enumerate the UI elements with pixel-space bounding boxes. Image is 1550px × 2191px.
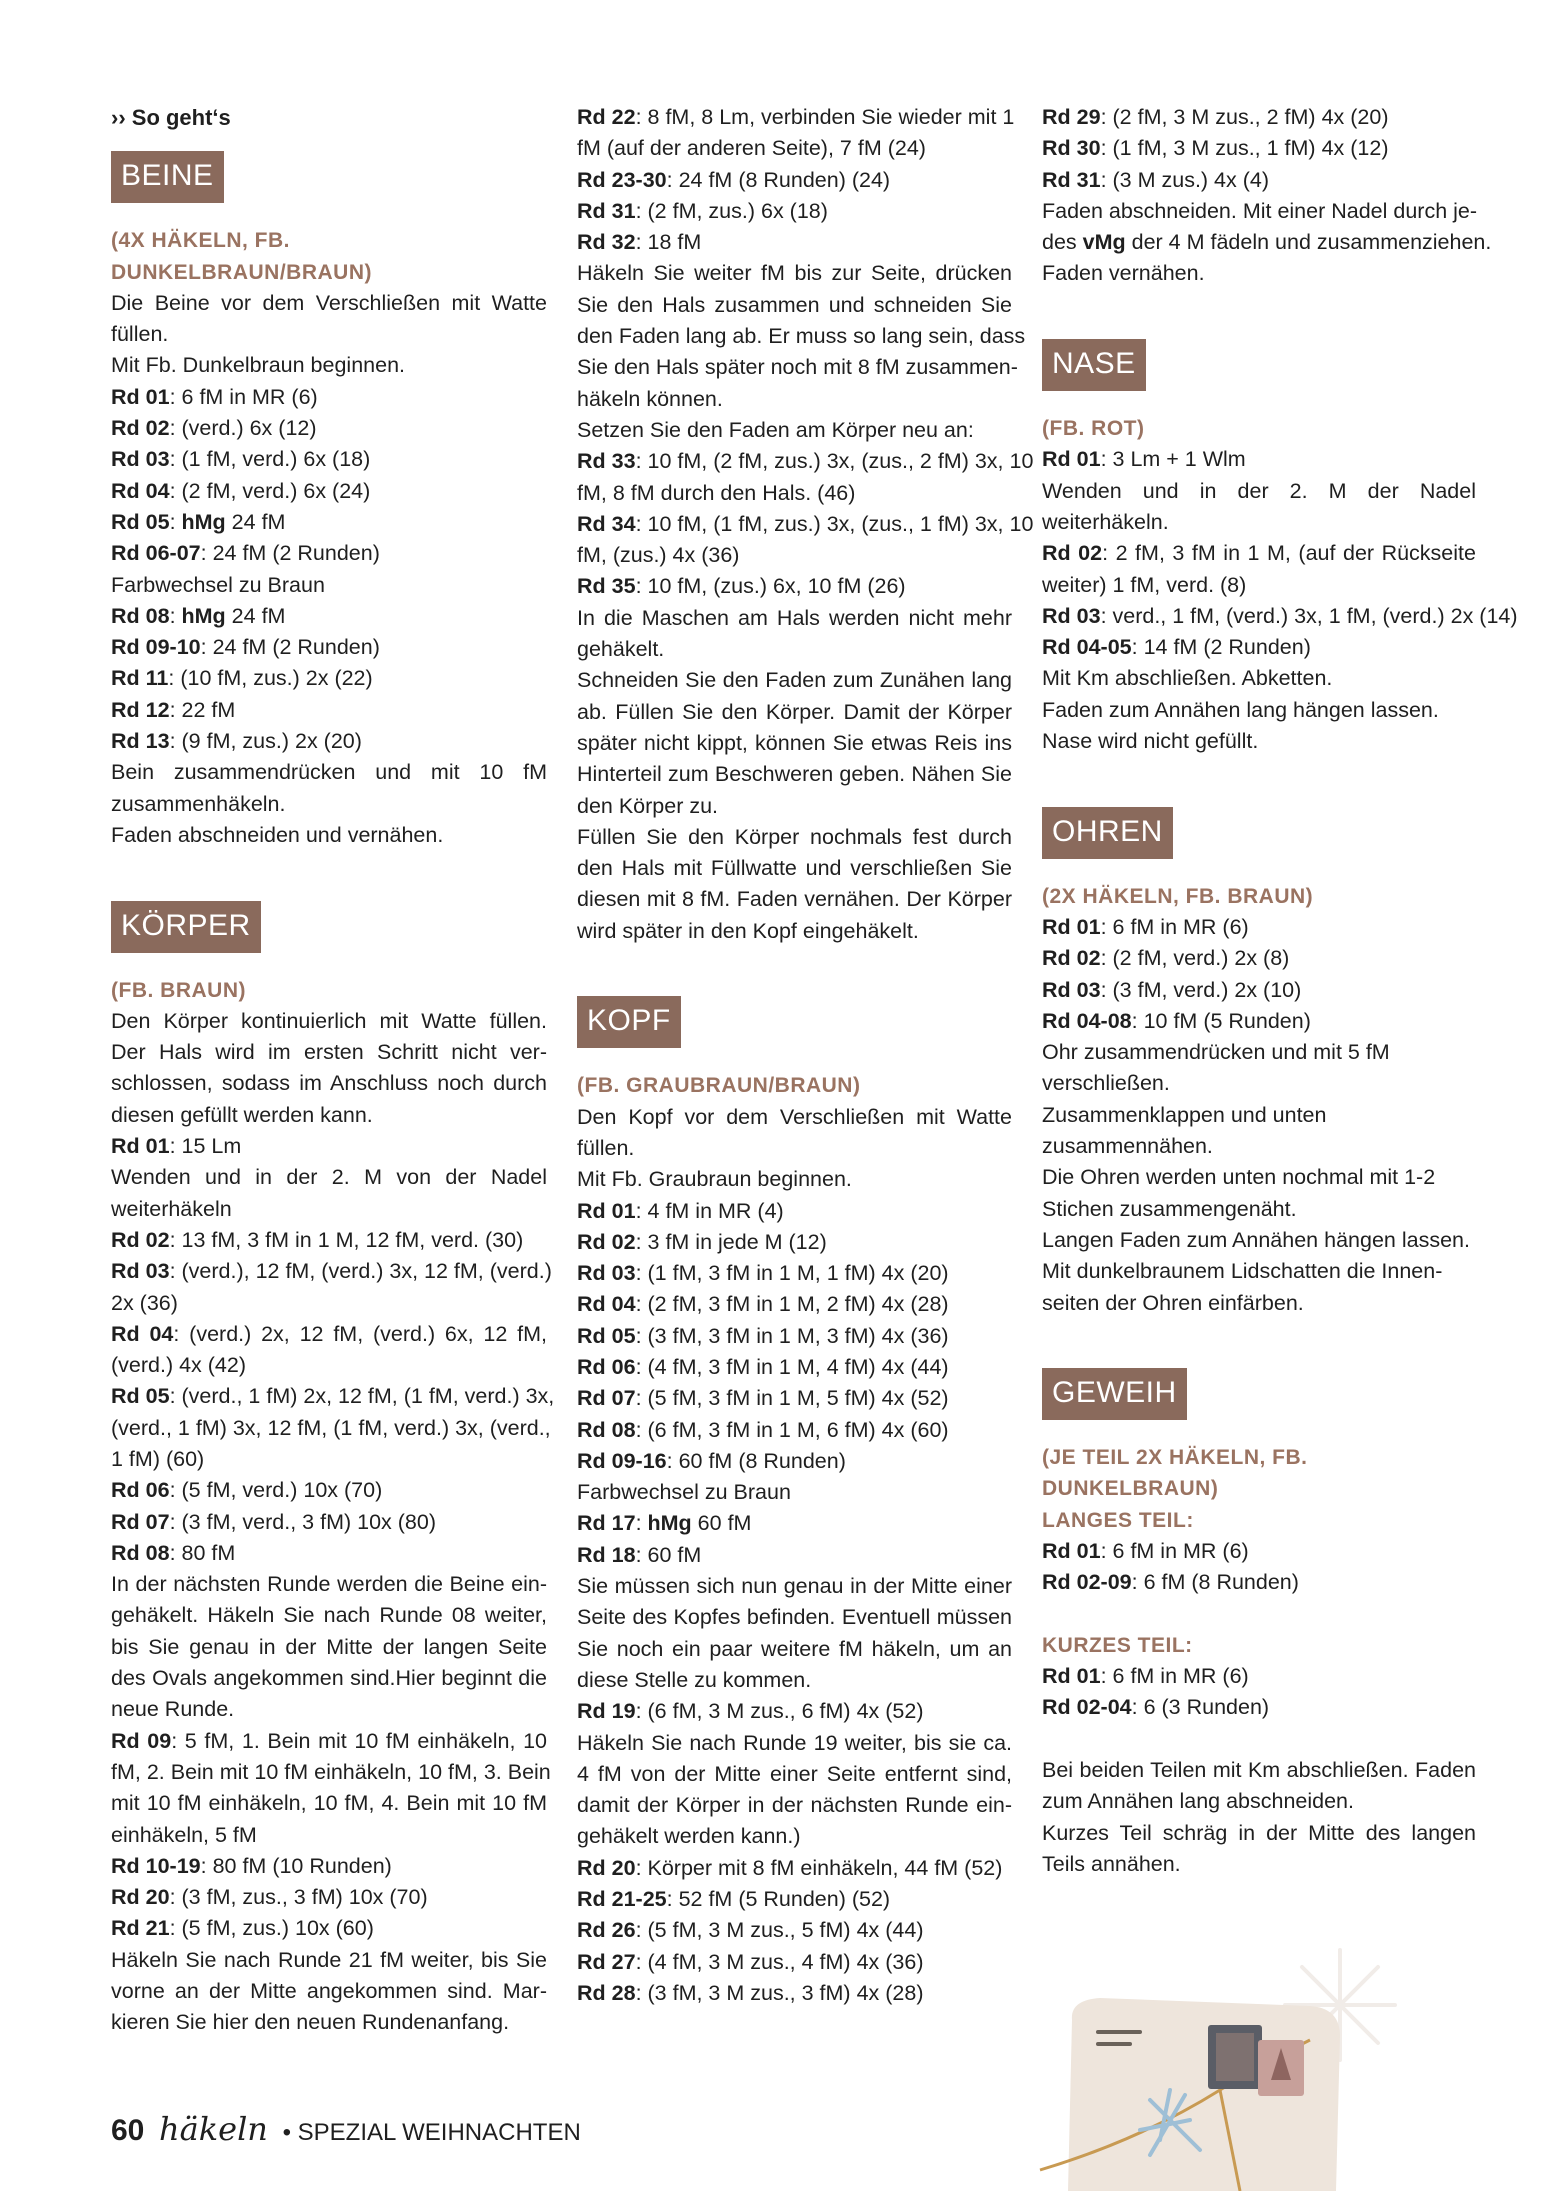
text-line: Sie noch ein paar weitere fM häkeln, um an bbox=[577, 1636, 1012, 1661]
text-line: den Hals mit Füllwatte und verschließen Sie bbox=[577, 856, 1012, 881]
round-line: Rd 03: (1 fM, verd.) 6x (18) bbox=[111, 447, 371, 472]
round-line: Rd 18: 60 fM bbox=[577, 1542, 702, 1567]
text-line: zusammenhäkeln. bbox=[111, 791, 286, 816]
spacer bbox=[1042, 757, 1476, 788]
text-line: vorne an der Mitte angekommen sind. Mar- bbox=[111, 1979, 547, 2004]
text-line: einhäkeln, 5 fM bbox=[111, 1822, 257, 1847]
text-line: mit 10 fM einhäkeln, 10 fM, 4. Bein mit 10 fM bbox=[111, 1791, 547, 1816]
text-line: häkeln können. bbox=[577, 386, 723, 411]
text-line: damit der Körper in der nächsten Runde ein- bbox=[577, 1793, 1012, 1818]
round-line: Rd 11: (10 fM, zus.) 2x (22) bbox=[111, 666, 373, 691]
section-subheading-geweih: (JE TEIL 2X HÄKELN, FB. DUNKELBRAUN) bbox=[1042, 1446, 1308, 1501]
text-line: Häkeln Sie nach Runde 19 weiter, bis sie ca. bbox=[577, 1730, 1012, 1755]
round-line: Rd 22: 8 fM, 8 Lm, verbinden Sie wieder mit 1 bbox=[577, 105, 1015, 129]
round-line: Rd 02: 2 fM, 3 fM in 1 M, (auf der Rückseite bbox=[1042, 541, 1476, 566]
text-line: diese Stelle zu kommen. bbox=[577, 1667, 812, 1692]
text-line: Die Ohren werden unten nochmal mit 1-2 bbox=[1042, 1165, 1436, 1190]
round-line: Rd 04-05: 14 fM (2 Runden) bbox=[1042, 635, 1311, 660]
text-line: den Faden lang ab. Er muss so lang sein, dass bbox=[577, 324, 1026, 349]
text-line: Füllen Sie den Körper nochmals fest durch bbox=[577, 824, 1012, 849]
round-line: Rd 20: Körper mit 8 fM einhäkeln, 44 fM (52) bbox=[577, 1855, 1003, 1880]
subheading-kurzes-teil: KURZES TEIL: bbox=[1042, 1633, 1193, 1657]
round-line: Rd 03: (3 fM, verd.) 2x (10) bbox=[1042, 977, 1302, 1002]
text-line: diesen mit 8 fM. Faden vernähen. Der Körper bbox=[577, 887, 1012, 912]
text-line: Häkeln Sie nach Runde 21 fM weiter, bis Sie bbox=[111, 1947, 547, 1972]
round-line: Rd 01: 6 fM in MR (6) bbox=[1042, 1664, 1249, 1689]
round-line: Rd 34: 10 fM, (1 fM, zus.) 3x, (zus., 1 fM) 3x, 10 bbox=[577, 511, 1034, 536]
round-line: Rd 23-30: 24 fM (8 Runden) (24) bbox=[577, 167, 891, 192]
spacer bbox=[111, 851, 547, 882]
text-line: Den Körper kontinuierlich mit Watte füllen. bbox=[111, 1008, 547, 1033]
text-line: Sie den Hals später noch mit 8 fM zusammen- bbox=[577, 355, 1018, 380]
text-line: weiter) 1 fM, verd. (8) bbox=[1042, 572, 1247, 597]
text-line: Wenden und in der 2. M der Nadel bbox=[1042, 478, 1476, 503]
text-line: füllen. bbox=[577, 1135, 635, 1160]
round-line: Rd 17: hMg 60 fM bbox=[577, 1511, 752, 1536]
column-3 bbox=[1042, 102, 1518, 1880]
round-line: Rd 06: (4 fM, 3 fM in 1 M, 4 fM) 4x (44) bbox=[577, 1354, 949, 1379]
section-heading-kopf: KOPF bbox=[577, 996, 681, 1048]
round-line: Rd 03: (verd.), 12 fM, (verd.) 3x, 12 fM, (verd.) bbox=[111, 1259, 552, 1284]
round-line: Rd 31: (3 M zus.) 4x (4) bbox=[1042, 167, 1270, 192]
text-line: Wenden und in der 2. M von der Nadel bbox=[111, 1165, 547, 1190]
round-line: Rd 08: (6 fM, 3 fM in 1 M, 6 fM) 4x (60) bbox=[577, 1417, 949, 1442]
edition-label: SPEZIAL WEIHNACHTEN bbox=[297, 2119, 581, 2146]
text-line: Bein zusammendrücken und mit 10 fM bbox=[111, 760, 547, 785]
round-line: Rd 08: 80 fM bbox=[111, 1540, 236, 1565]
magazine-logo: häkeln bbox=[159, 2110, 268, 2148]
section-subheading-nase: (FB. ROT) bbox=[1042, 417, 1145, 441]
footer-separator: • bbox=[282, 2119, 291, 2146]
text-line: 2x (36) bbox=[111, 1290, 178, 1315]
round-line: Rd 31: (2 fM, zus.) 6x (18) bbox=[577, 198, 828, 223]
intro-label: ›› So geht‘s bbox=[111, 105, 231, 130]
section-subheading-kopf: (FB. GRAUBRAUN/BRAUN) bbox=[577, 1074, 861, 1098]
section-heading-nase: NASE bbox=[1042, 339, 1146, 391]
section-heading-ohren: OHREN bbox=[1042, 807, 1173, 859]
round-line: Rd 06-07: 24 fM (2 Runden) bbox=[111, 541, 380, 566]
text-line: Kurzes Teil schräg in der Mitte des langen bbox=[1042, 1820, 1476, 1845]
round-line: Rd 07: (3 fM, verd., 3 fM) 10x (80) bbox=[111, 1509, 436, 1534]
text-line: zusammennähen. bbox=[1042, 1134, 1213, 1159]
round-line: Rd 03: (1 fM, 3 fM in 1 M, 1 fM) 4x (20) bbox=[577, 1261, 949, 1286]
text-line: des Ovals angekommen sind.Hier beginnt die bbox=[111, 1666, 547, 1691]
text-line: kieren Sie hier den neuen Rundenanfang. bbox=[111, 2010, 510, 2035]
text-line: 1 fM) (60) bbox=[111, 1446, 205, 1471]
text-line: In der nächsten Runde werden die Beine ein- bbox=[111, 1572, 547, 1597]
text-line: später nicht kippt, können Sie etwas Reis ins bbox=[577, 730, 1012, 755]
text-line: Seite des Kopfes befinden. Eventuell müssen bbox=[577, 1605, 1012, 1630]
round-line: Rd 04: (verd.) 2x, 12 fM, (verd.) 6x, 12 fM, bbox=[111, 1321, 547, 1346]
text-line: Farbwechsel zu Braun bbox=[111, 572, 325, 597]
text-line: Hinterteil zum Beschweren geben. Nähen Sie bbox=[577, 762, 1012, 787]
text-line: Farbwechsel zu Braun bbox=[577, 1480, 791, 1505]
column-2 bbox=[577, 102, 1034, 2009]
text-line: weiterhäkeln bbox=[111, 1196, 232, 1221]
round-line: Rd 21-25: 52 fM (5 Runden) (52) bbox=[577, 1887, 891, 1912]
text-line: Stichen zusammengenäht. bbox=[1042, 1196, 1297, 1221]
round-line: Rd 01: 6 fM in MR (6) bbox=[1042, 914, 1249, 939]
round-line: Rd 19: (6 fM, 3 M zus., 6 fM) 4x (52) bbox=[577, 1699, 924, 1724]
round-line: Rd 06: (5 fM, verd.) 10x (70) bbox=[111, 1478, 383, 1503]
text-line: Mit dunkelbraunem Lidschatten die Innen- bbox=[1042, 1259, 1443, 1284]
text-line: fM, 2. Bein mit 10 fM einhäkeln, 10 fM, 3. Bein bbox=[111, 1759, 551, 1784]
round-line: Rd 05: (verd., 1 fM) 2x, 12 fM, (1 fM, verd.) 3x, bbox=[111, 1384, 555, 1409]
text-line: wird später in den Kopf eingehäkelt. bbox=[577, 918, 919, 943]
text-line: Faden vernähen. bbox=[1042, 261, 1205, 286]
text-line: Bei beiden Teilen mit Km abschließen. Faden bbox=[1042, 1758, 1476, 1783]
round-line: Rd 28: (3 fM, 3 M zus., 3 fM) 4x (28) bbox=[577, 1980, 924, 2005]
text-line: Zusammenklappen und unten bbox=[1042, 1102, 1327, 1127]
spacer bbox=[577, 947, 1012, 978]
column-1 bbox=[111, 102, 555, 2039]
round-line: Rd 02: (2 fM, verd.) 2x (8) bbox=[1042, 946, 1290, 971]
round-line: Rd 02: (verd.) 6x (12) bbox=[111, 416, 317, 441]
text-line: 4 fM von der Mitte einer Seite entfernt sind, bbox=[577, 1761, 1012, 1786]
round-line: Rd 01: 3 Lm + 1 Wlm bbox=[1042, 447, 1246, 472]
text-line: fM (auf der anderen Seite), 7 fM (24) bbox=[577, 136, 926, 161]
round-line: Rd 27: (4 fM, 3 M zus., 4 fM) 4x (36) bbox=[577, 1949, 924, 1974]
page-number: 60 bbox=[111, 2114, 145, 2147]
subheading-langes-teil: LANGES TEIL: bbox=[1042, 1508, 1194, 1532]
round-line: Rd 08: hMg 24 fM bbox=[111, 603, 286, 628]
round-line: Rd 02: 3 fM in jede M (12) bbox=[577, 1229, 827, 1254]
round-line: Rd 03: verd., 1 fM, (verd.) 3x, 1 fM, (verd.) 2x (14) bbox=[1042, 603, 1518, 628]
text-line: Den Kopf vor dem Verschließen mit Watte bbox=[577, 1104, 1012, 1129]
text-line: Mit Fb. Graubraun beginnen. bbox=[577, 1167, 852, 1192]
section-heading-koerper: KÖRPER bbox=[111, 901, 261, 953]
text-line: Schneiden Sie den Faden zum Zunähen lang bbox=[577, 668, 1012, 693]
round-line: Rd 05: hMg 24 fM bbox=[111, 509, 286, 534]
round-line: Rd 26: (5 fM, 3 M zus., 5 fM) 4x (44) bbox=[577, 1918, 924, 1943]
text-line: Häkeln Sie weiter fM bis zur Seite, drücken bbox=[577, 261, 1012, 286]
text-line: ab. Füllen Sie den Körper. Damit der Körper bbox=[577, 699, 1012, 724]
round-line: Rd 21: (5 fM, zus.) 10x (60) bbox=[111, 1916, 374, 1941]
text-line: zum Annähen lang abschneiden. bbox=[1042, 1789, 1354, 1814]
text-line: Faden abschneiden und vernähen. bbox=[111, 822, 444, 847]
text-line: Sie den Hals zusammen und schneiden Sie bbox=[577, 292, 1012, 317]
round-line: Rd 04-08: 10 fM (5 Runden) bbox=[1042, 1008, 1311, 1033]
round-line: Rd 02-04: 6 (3 Runden) bbox=[1042, 1695, 1270, 1720]
round-line: Rd 13: (9 fM, zus.) 2x (20) bbox=[111, 729, 362, 754]
round-line: Rd 01: 6 fM in MR (6) bbox=[1042, 1538, 1249, 1563]
section-heading-beine: BEINE bbox=[111, 151, 224, 203]
spacer bbox=[1042, 290, 1476, 321]
round-line: Rd 30: (1 fM, 3 M zus., 1 fM) 4x (12) bbox=[1042, 136, 1389, 161]
text-line: bis Sie genau in der Mitte der langen Seite bbox=[111, 1634, 547, 1659]
text-line: gehäkelt. Häkeln Sie nach Runde 08 weiter, bbox=[111, 1603, 547, 1628]
round-line: Rd 09-16: 60 fM (8 Runden) bbox=[577, 1448, 846, 1473]
round-line: Rd 02-09: 6 fM (8 Runden) bbox=[1042, 1570, 1299, 1595]
round-line: Rd 12: 22 fM bbox=[111, 697, 236, 722]
section-heading-geweih: GEWEIH bbox=[1042, 1368, 1187, 1420]
round-line: Rd 20: (3 fM, zus., 3 fM) 10x (70) bbox=[111, 1885, 428, 1910]
text-line: den Körper zu. bbox=[577, 793, 719, 818]
text-line: des vMg der 4 M fädeln und zusammenziehen. bbox=[1042, 230, 1492, 255]
text-line: (verd., 1 fM) 3x, 12 fM, (1 fM, verd.) 3x, (verd., bbox=[111, 1415, 551, 1440]
round-line: Rd 01: 15 Lm bbox=[111, 1134, 242, 1159]
spacer bbox=[1042, 1319, 1476, 1350]
section-subheading-koerper: (FB. BRAUN) bbox=[111, 978, 246, 1002]
text-line: gehäkelt. bbox=[577, 637, 665, 662]
text-line: Faden abschneiden. Mit einer Nadel durch je- bbox=[1042, 198, 1478, 223]
round-line: Rd 01: 4 fM in MR (4) bbox=[577, 1198, 784, 1223]
page-footer bbox=[111, 2112, 581, 2150]
text-line: Sie müssen sich nun genau in der Mitte einer bbox=[577, 1574, 1012, 1599]
round-line: Rd 04: (2 fM, verd.) 6x (24) bbox=[111, 478, 371, 503]
text-line: verschließen. bbox=[1042, 1071, 1170, 1096]
text-line: Mit Km abschließen. Abketten. bbox=[1042, 666, 1333, 691]
text-line: In die Maschen am Hals werden nicht mehr bbox=[577, 605, 1012, 630]
spacer bbox=[1042, 1599, 1476, 1630]
round-line: Rd 32: 18 fM bbox=[577, 230, 702, 255]
text-line: Mit Fb. Dunkelbraun beginnen. bbox=[111, 353, 406, 378]
round-line: Rd 10-19: 80 fM (10 Runden) bbox=[111, 1853, 392, 1878]
round-line: Rd 07: (5 fM, 3 fM in 1 M, 5 fM) 4x (52) bbox=[577, 1386, 949, 1411]
text-line: (verd.) 4x (42) bbox=[111, 1353, 247, 1378]
section-subheading-beine: (4X HÄKELN, FB. DUNKELBRAUN/BRAUN) bbox=[111, 229, 372, 284]
round-line: Rd 05: (3 fM, 3 fM in 1 M, 3 fM) 4x (36) bbox=[577, 1323, 949, 1348]
round-line: Rd 09: 5 fM, 1. Bein mit 10 fM einhäkeln, 10 bbox=[111, 1728, 547, 1753]
text-line: Ohr zusammendrücken und mit 5 fM bbox=[1042, 1040, 1390, 1065]
round-line: Rd 09-10: 24 fM (2 Runden) bbox=[111, 635, 380, 660]
round-line: Rd 29: (2 fM, 3 M zus., 2 fM) 4x (20) bbox=[1042, 105, 1389, 129]
text-line: gehäkelt werden kann.) bbox=[577, 1824, 801, 1849]
round-line: Rd 04: (2 fM, 3 fM in 1 M, 2 fM) 4x (28) bbox=[577, 1292, 949, 1317]
round-line: Rd 01: 6 fM in MR (6) bbox=[111, 384, 318, 409]
text-line: schlossen, sodass im Anschluss noch durch bbox=[111, 1071, 547, 1096]
text-line: seiten der Ohren einfärben. bbox=[1042, 1290, 1304, 1315]
text-line: Die Beine vor dem Verschließen mit Watte bbox=[111, 290, 547, 315]
text-line: neue Runde. bbox=[111, 1697, 235, 1722]
text-line: fM, 8 fM durch den Hals. (46) bbox=[577, 480, 856, 505]
spacer bbox=[1042, 1724, 1476, 1755]
text-line: weiterhäkeln. bbox=[1042, 509, 1169, 534]
round-line: Rd 35: 10 fM, (zus.) 6x, 10 fM (26) bbox=[577, 574, 906, 599]
round-line: Rd 33: 10 fM, (2 fM, zus.) 3x, (zus., 2 fM) 3x, 10 bbox=[577, 449, 1034, 474]
text-line: Setzen Sie den Faden am Körper neu an: bbox=[577, 417, 974, 442]
round-line: Rd 02: 13 fM, 3 fM in 1 M, 12 fM, verd. (30) bbox=[111, 1227, 524, 1252]
gift-parcel-icon bbox=[1010, 1940, 1550, 2191]
section-subheading-ohren: (2X HÄKELN, FB. BRAUN) bbox=[1042, 884, 1314, 908]
text-line: Nase wird nicht gefüllt. bbox=[1042, 729, 1259, 754]
text-line: füllen. bbox=[111, 322, 169, 347]
text-line: fM, (zus.) 4x (36) bbox=[577, 543, 740, 568]
text-line: Langen Faden zum Annähen hängen lassen. bbox=[1042, 1227, 1470, 1252]
text-line: Faden zum Annähen lang hängen lassen. bbox=[1042, 697, 1439, 722]
text-line: Teils annähen. bbox=[1042, 1851, 1181, 1876]
text-line: Der Hals wird im ersten Schritt nicht ver- bbox=[111, 1040, 547, 1065]
text-line: diesen gefüllt werden kann. bbox=[111, 1102, 373, 1127]
